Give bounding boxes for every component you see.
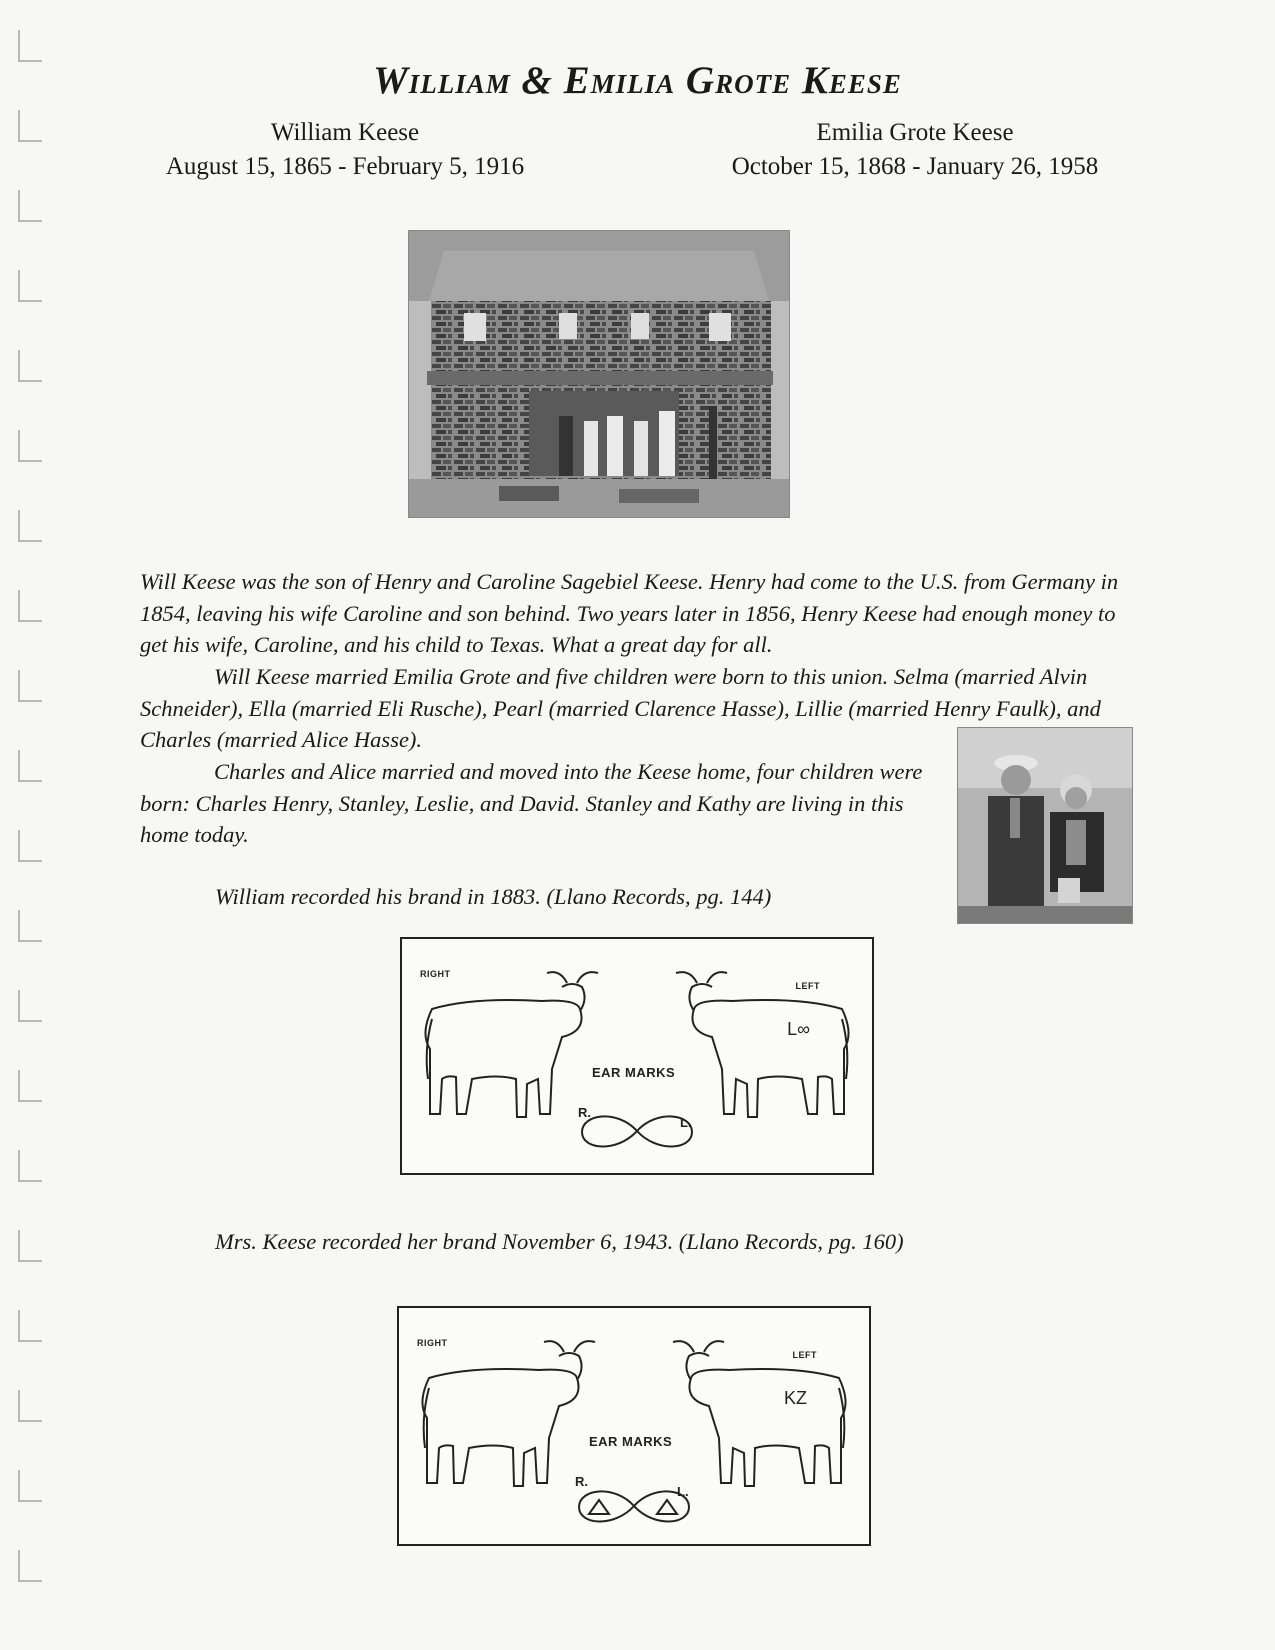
paragraph-1: Will Keese was the son of Henry and Caroline Sagebiel Keese. Henry had come to the U.S. from Germany in 1854, leaving his wife Caroline and son behind. Two years later in 1856, Henry Keese had enough money to get his wife, Caroline, and his child to Texas. What a great day for all. <box>140 569 1119 657</box>
right-side-label: RIGHT <box>420 969 451 979</box>
binding-tick <box>18 1150 42 1182</box>
page-title: William & Emilia Grote Keese <box>373 59 902 102</box>
brand-record-2 <box>397 1306 871 1546</box>
couple-photo-image <box>958 728 1132 923</box>
house-photo-image <box>409 231 789 517</box>
binding-tick <box>18 510 42 542</box>
emilia-info <box>685 116 1145 184</box>
binding-tick <box>18 670 42 702</box>
spiral-binding <box>18 30 44 1630</box>
right-side-label: RIGHT <box>417 1338 448 1348</box>
binding-tick <box>18 910 42 942</box>
couple-photo <box>957 727 1133 924</box>
binding-tick <box>18 990 42 1022</box>
paragraph-3-text: Charles and Alice married and moved into the Keese home, four children were born: Charles Henry, Stanley, Leslie, and David. Stanley and Kathy are living in this home today. <box>140 759 923 847</box>
left-side-label: LEFT <box>795 981 820 991</box>
binding-tick <box>18 750 42 782</box>
brand-record-1 <box>400 937 874 1175</box>
binding-tick <box>18 350 42 382</box>
paragraph-2-text: Will Keese married Emilia Grote and five children were born to this union. Selma (married Alvin Schneider), Ella (married Eli Rusche), Pearl (married Clarence Hasse), Lillie (married Henry Faulk), and Charles (married Alice Hasse). <box>140 664 1101 752</box>
brand-caption-2: Mrs. Keese recorded her brand November 6, 1943. (Llano Records, pg. 160) <box>215 1229 904 1254</box>
cattle-brand-drawing-2 <box>399 1308 869 1544</box>
ear-marks-label: EAR MARKS <box>589 1434 673 1449</box>
ear-right-label: R. <box>578 1105 591 1120</box>
binding-tick <box>18 1550 42 1582</box>
keese-house-photo <box>408 230 790 518</box>
binding-tick <box>18 1310 42 1342</box>
emilia-name: Emilia Grote Keese <box>816 119 1014 146</box>
binding-tick <box>18 270 42 302</box>
binding-tick <box>18 1070 42 1102</box>
binding-tick <box>18 590 42 622</box>
william-name: William Keese <box>270 119 420 146</box>
ear-marks-label: EAR MARKS <box>592 1065 676 1080</box>
binding-tick <box>18 110 42 142</box>
brand-mark: L∞ <box>787 1019 810 1039</box>
ear-left-label: L. <box>680 1115 692 1130</box>
binding-tick <box>18 1230 42 1262</box>
ear-left-label: L. <box>677 1484 689 1499</box>
binding-tick <box>18 830 42 862</box>
binding-tick <box>18 1470 42 1502</box>
william-dates: August 15, 1865 - February 5, 1916 <box>165 153 525 180</box>
emilia-dates: October 15, 1868 - January 26, 1958 <box>731 153 1099 180</box>
brand-mark: KZ <box>783 1388 807 1408</box>
binding-tick <box>18 430 42 462</box>
binding-tick <box>18 1390 42 1422</box>
william-info <box>130 116 560 184</box>
paragraph-3 <box>140 756 940 851</box>
binding-tick <box>18 190 42 222</box>
brand-caption-1: William recorded his brand in 1883. (Llano Records, pg. 144) <box>215 884 772 909</box>
cattle-brand-drawing-1 <box>402 939 872 1175</box>
left-side-label: LEFT <box>792 1350 817 1360</box>
ear-right-label: R. <box>575 1474 588 1489</box>
